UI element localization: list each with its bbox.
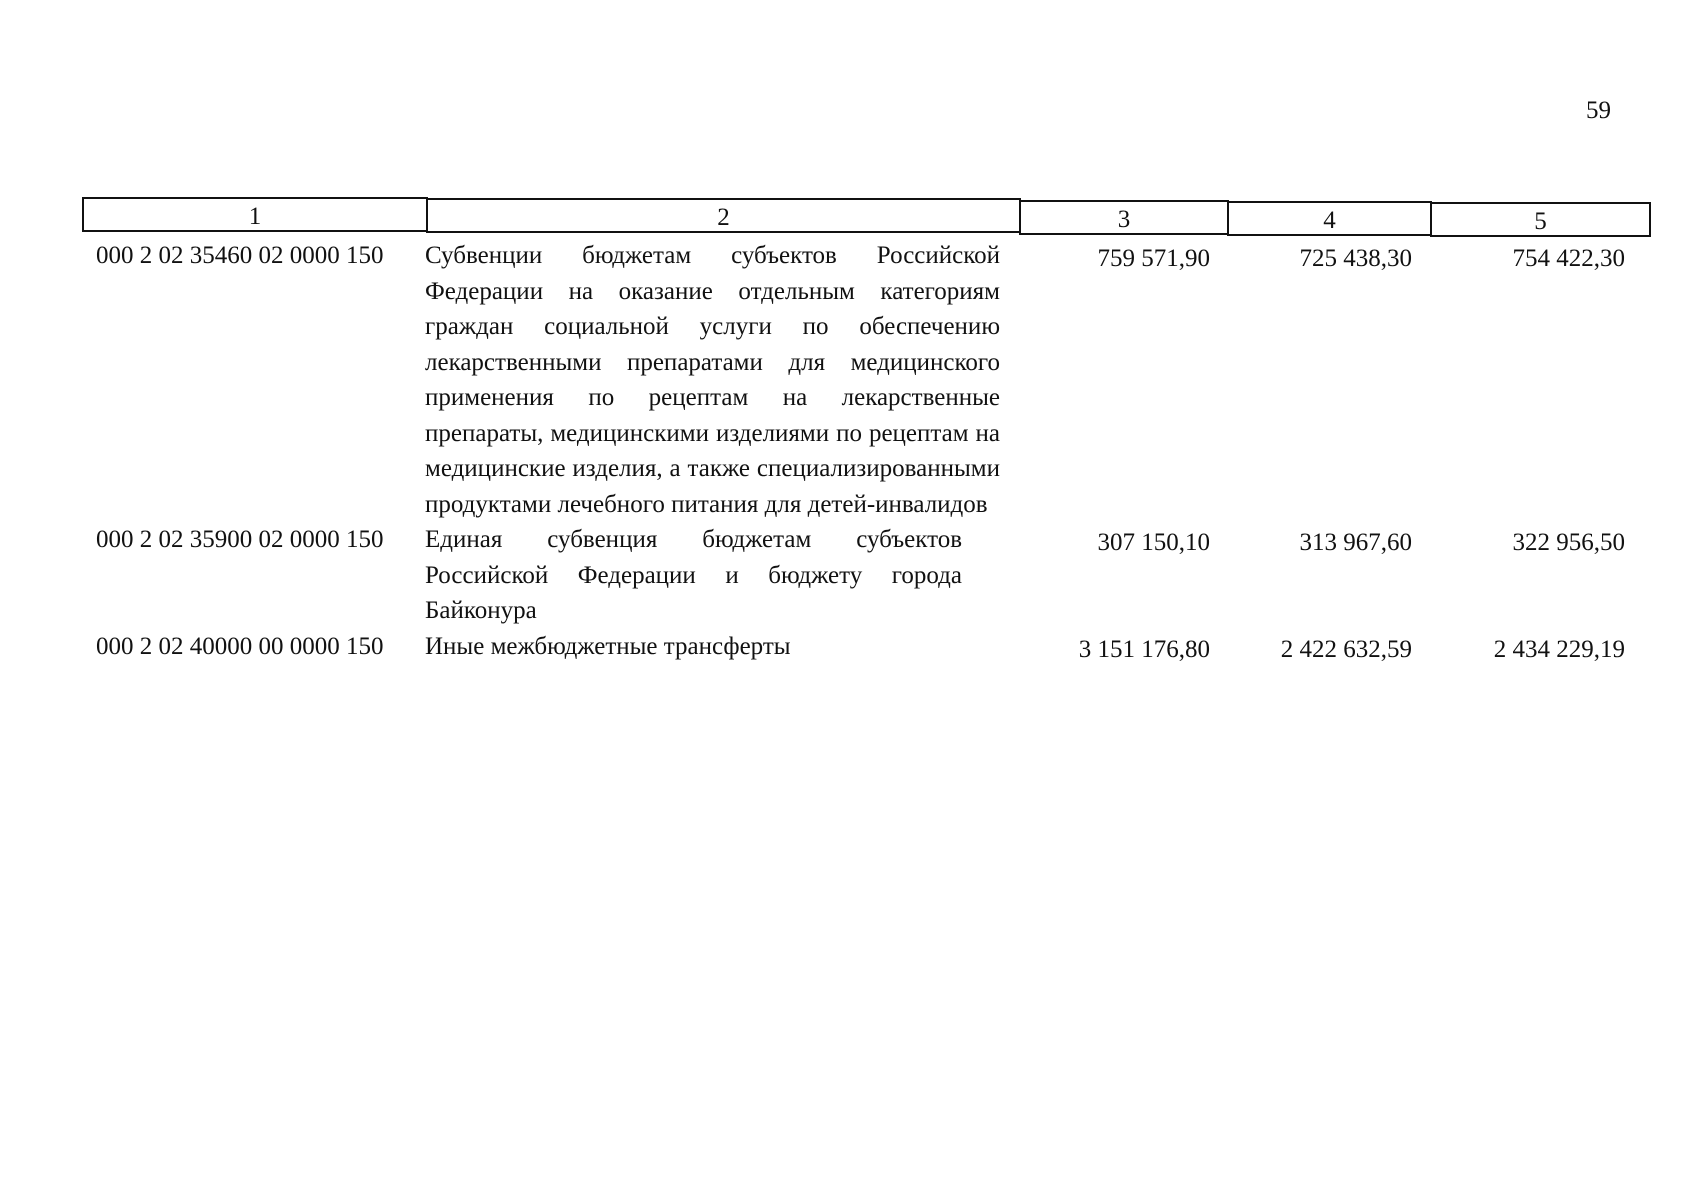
page-number: 59: [1586, 97, 1611, 124]
header-col-3: 3: [1019, 200, 1229, 235]
row-value-col4: 313 967,60: [1299, 529, 1412, 556]
row-value-col4: 2 422 632,59: [1280, 635, 1412, 663]
header-col-2: 2: [426, 198, 1021, 233]
table-row: [82, 522, 1651, 629]
header-col-4: 4: [1227, 201, 1432, 236]
row-description: Субвенции бюджетам субъектов Российской Федерации на оказание отдельным категориям граждан социальной услуги по обеспечению лекарственными препаратами для медицинского применения по рецептам на лекарственные препараты, медицинскими изделиями по рецептам на медицинские изделия, а также специализированными продуктами лечебного питания для детей-инвалидов: [425, 242, 1000, 518]
table-header: [82, 199, 1651, 236]
row-value-col3: 759 571,90: [1097, 245, 1210, 272]
row-value-col5: 2 434 229,19: [1493, 635, 1625, 663]
row-code: 000 2 02 35900 02 0000 150: [96, 526, 384, 553]
row-value-col5: 754 422,30: [1512, 245, 1625, 272]
row-value-col3: 3 151 176,80: [1078, 635, 1210, 663]
row-value-col3: 307 150,10: [1097, 529, 1210, 556]
row-value-col4: 725 438,30: [1299, 245, 1412, 272]
header-col-5: 5: [1430, 202, 1651, 237]
row-description: Иные межбюджетные трансферты: [425, 632, 791, 660]
row-code: 000 2 02 40000 00 0000 150: [96, 632, 384, 660]
row-value-col5: 322 956,50: [1512, 529, 1625, 556]
header-col-1: 1: [82, 197, 428, 232]
table-row: [82, 629, 1651, 668]
table-body: [82, 238, 1651, 667]
row-description: Единая субвенция бюджетам субъектов Российской Федерации и бюджету города Байконура: [425, 526, 962, 624]
table-row: [82, 238, 1651, 522]
row-code: 000 2 02 35460 02 0000 150: [96, 242, 384, 269]
